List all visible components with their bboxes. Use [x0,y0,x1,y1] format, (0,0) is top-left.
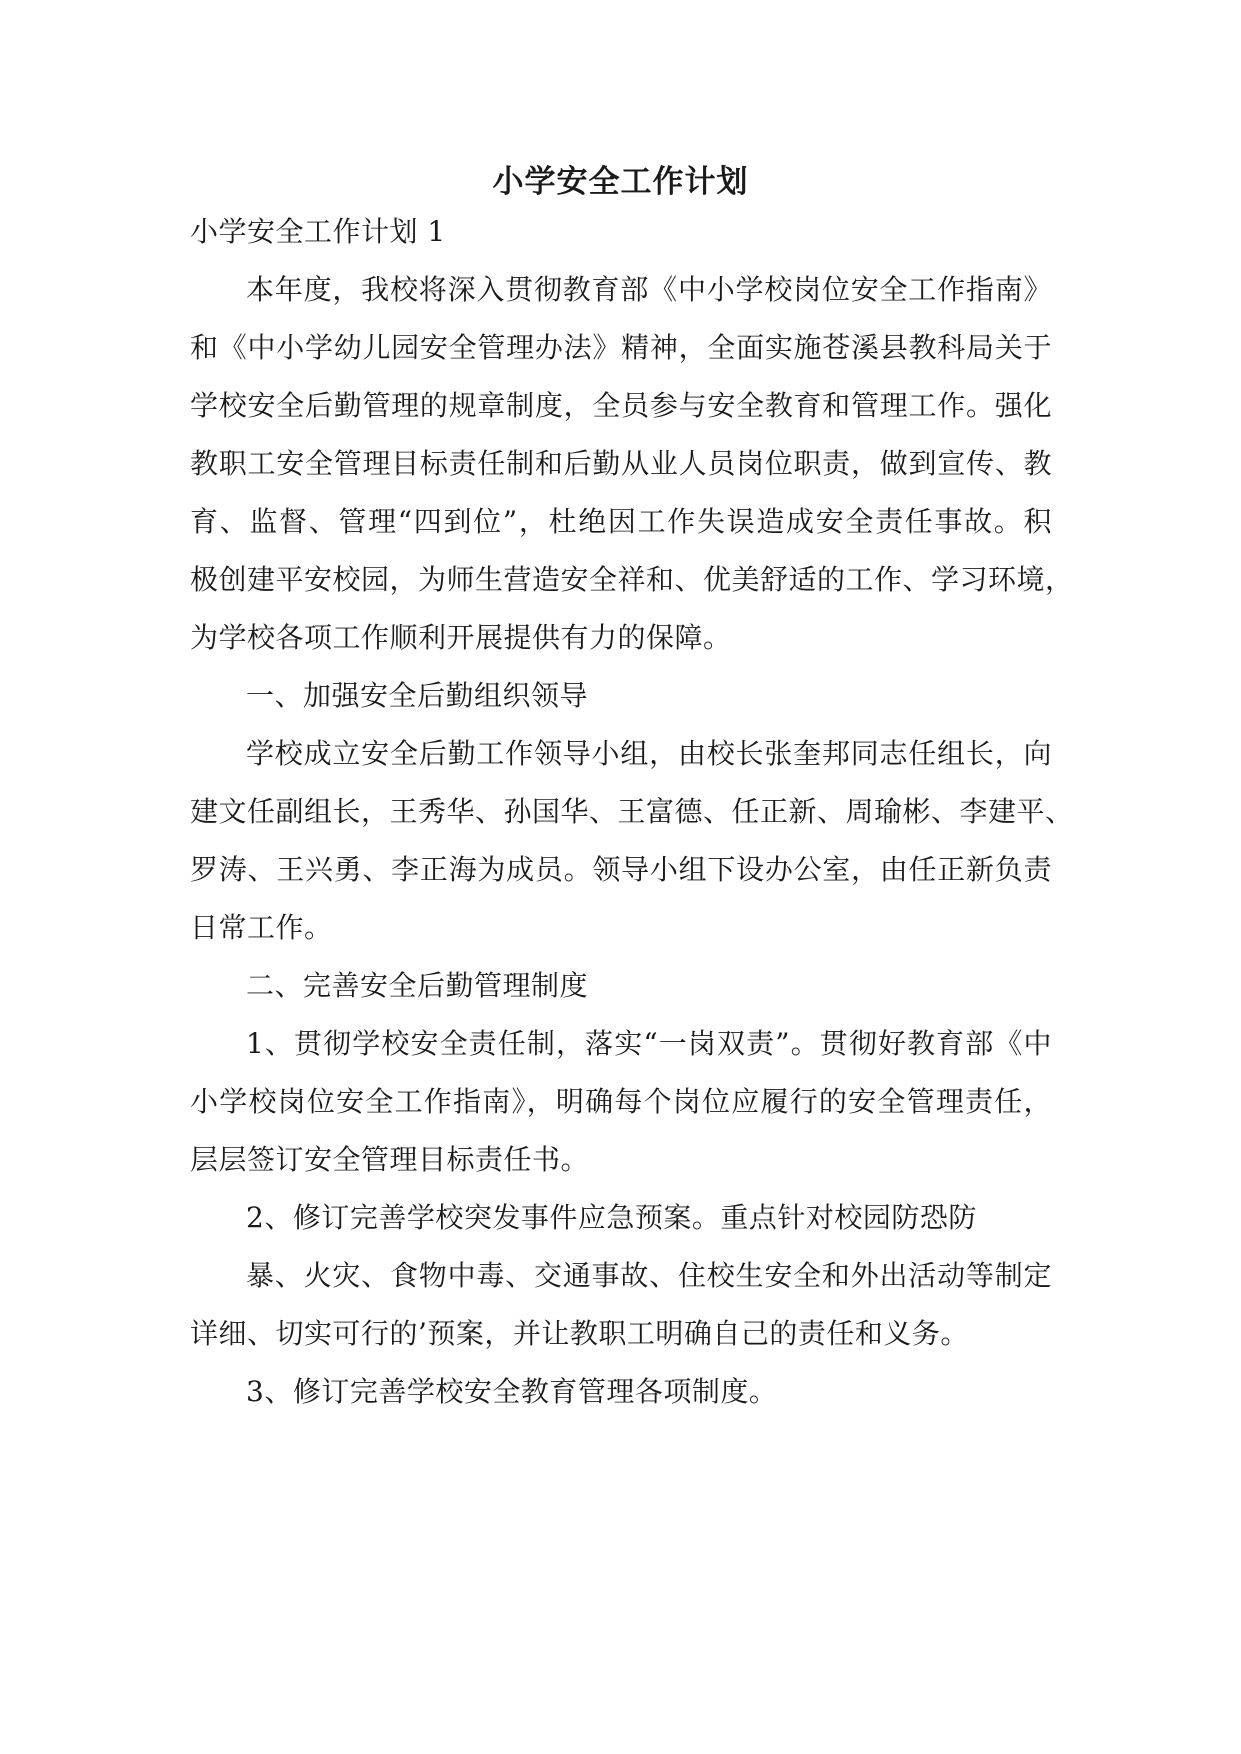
document-subtitle: 小学安全工作计划 1 [190,215,446,248]
item2-line-2: 暴、火灾、食物中毒、交通事故、住校生安全和外出活动等制定 [246,1259,1052,1292]
item2-line-3: 详细、切实可行的’预案，并让教职工明确自己的责任和义务。 [190,1317,969,1350]
intro-line-3: 学校安全后勤管理的规章制度，全员参与安全教育和管理工作。强化 [190,389,1052,422]
intro-line-5: 育、监督、管理“四到位”，杜绝因工作失误造成安全责任事故。积 [190,505,1052,538]
section1-line-3: 罗涛、王兴勇、李正海为成员。领导小组下设办公室，由任正新负责 [190,853,1052,886]
item2-line-1: 2、修订完善学校突发事件应急预案。重点针对校园防恐防 [246,1201,977,1234]
intro-line-7: 为学校各项工作顺利开展提供有力的保障。 [190,621,732,654]
intro-line-6: 极创建平安校园，为师生营造安全祥和、优美舒适的工作、学习环境， [190,563,1074,596]
item1-line-3: 层层签订安全管理目标责任书。 [190,1143,590,1176]
section1-line-1: 学校成立安全后勤工作领导小组，由校长张奎邦同志任组长，向 [246,737,1052,770]
intro-line-4: 教职工安全管理目标责任制和后勤从业人员岗位职责，做到宣传、教 [190,447,1052,480]
section1-line-2: 建文任副组长，王秀华、孙国华、王富德、任正新、周瑜彬、李建平、 [190,795,1074,828]
document-title: 小学安全工作计划 [492,164,749,200]
item3-line-1: 3、修订完善学校安全教育管理各项制度。 [246,1375,778,1408]
section2-heading: 二、完善安全后勤管理制度 [246,969,589,1002]
section1-line-4: 日常工作。 [190,911,333,944]
item1-line-2: 小学校岗位安全工作指南》，明确每个岗位应履行的安全管理责任， [190,1085,1052,1118]
intro-line-1: 本年度，我校将深入贯彻教育部《中小学校岗位安全工作指南》 [246,273,1052,306]
section1-heading: 一、加强安全后勤组织领导 [246,679,589,712]
intro-line-2: 和《中小学幼儿园安全管理办法》精神，全面实施苍溪县教科局关于 [190,331,1052,364]
item1-line-1: 1、贯彻学校安全责任制，落实“一岗双责”。贯彻好教育部《中 [246,1027,1052,1060]
